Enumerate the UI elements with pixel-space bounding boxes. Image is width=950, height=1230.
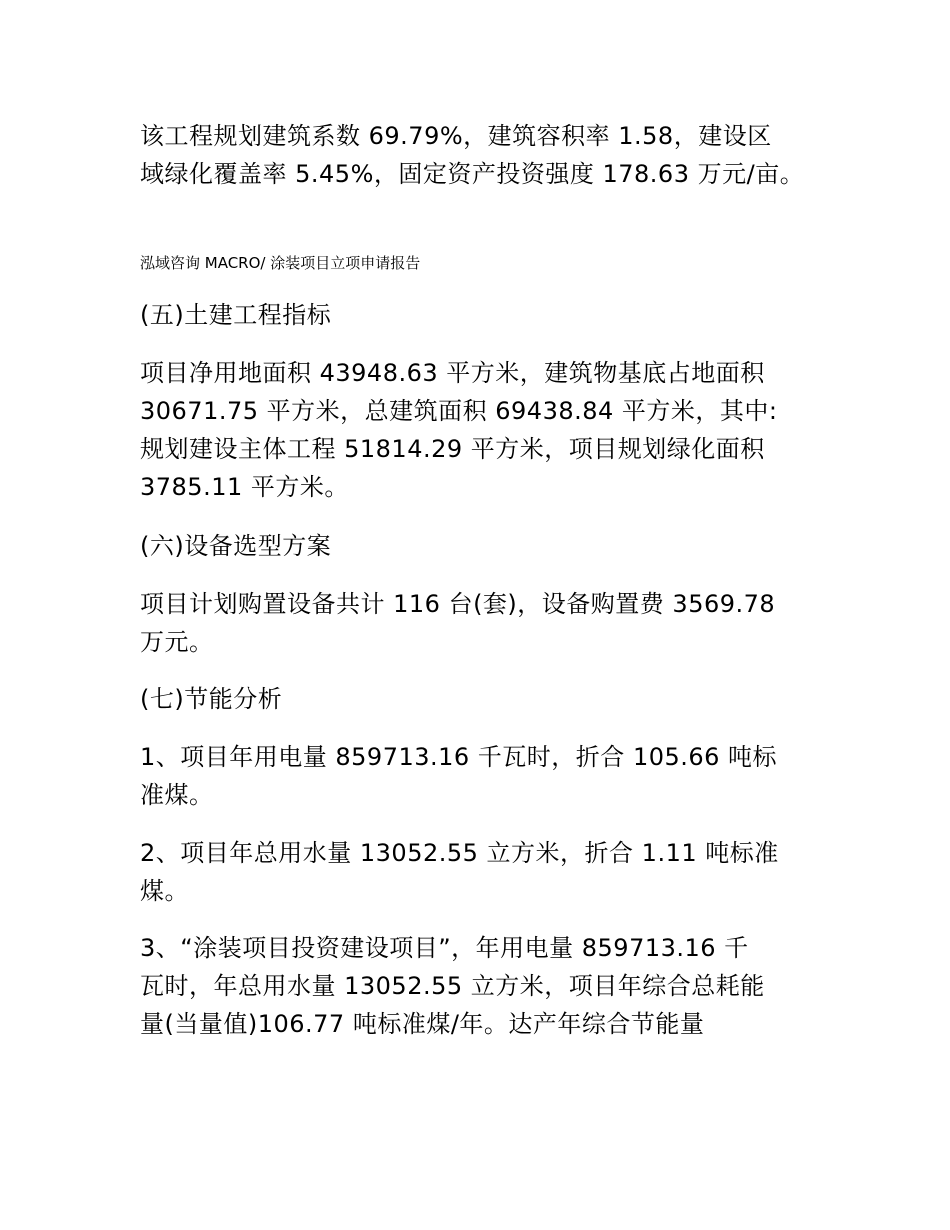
section5-paragraph xyxy=(140,354,820,506)
section5-line-2: 30671.75 平方米，总建筑面积 69438.84 平方米，其中: xyxy=(140,397,778,425)
section6-line-2: 万元。 xyxy=(140,628,214,656)
section5-line-3: 规划建设主体工程 51814.29 平方米，项目规划绿化面积 xyxy=(140,435,765,463)
section5-line-1: 项目净用地面积 43948.63 平方米，建筑物基底占地面积 xyxy=(140,359,765,387)
section6-heading: (六)设备选型方案 xyxy=(140,532,332,560)
item2-paragraph xyxy=(140,834,820,910)
intro-paragraph xyxy=(140,117,820,193)
section6-line-1: 项目计划购置设备共计 116 台(套)，设备购置费 3569.78 xyxy=(140,590,776,618)
item3-line-2: 瓦时，年总用水量 13052.55 立方米，项目年综合总耗能 xyxy=(140,972,765,1000)
item1-line-1: 1、项目年用电量 859713.16 千瓦时，折合 105.66 吨标 xyxy=(140,743,778,771)
intro-line-1: 该工程规划建筑系数 69.79%，建筑容积率 1.58，建设区 xyxy=(140,122,772,150)
item2-line-1: 2、项目年总用水量 13052.55 立方米，折合 1.11 吨标准 xyxy=(140,839,779,867)
section7-heading: (七)节能分析 xyxy=(140,685,283,713)
running-header: 泓域咨询 MACRO/ 涂装项目立项申请报告 xyxy=(140,254,421,272)
item1-line-2: 准煤。 xyxy=(140,781,214,809)
item3-paragraph xyxy=(140,929,820,1043)
item3-line-1: 3、“涂装项目投资建设项目”，年用电量 859713.16 千 xyxy=(140,934,749,962)
item3-line-3: 量(当量值)106.77 吨标准煤/年。达产年综合节能量 xyxy=(140,1010,705,1038)
section5-heading: (五)土建工程指标 xyxy=(140,301,332,329)
item1-paragraph xyxy=(140,738,820,814)
item2-line-2: 煤。 xyxy=(140,877,189,905)
section5-line-4: 3785.11 平方米。 xyxy=(140,473,349,501)
section6-paragraph xyxy=(140,585,820,661)
intro-line-2: 域绿化覆盖率 5.45%，固定资产投资强度 178.63 万元/亩。 xyxy=(140,160,805,188)
